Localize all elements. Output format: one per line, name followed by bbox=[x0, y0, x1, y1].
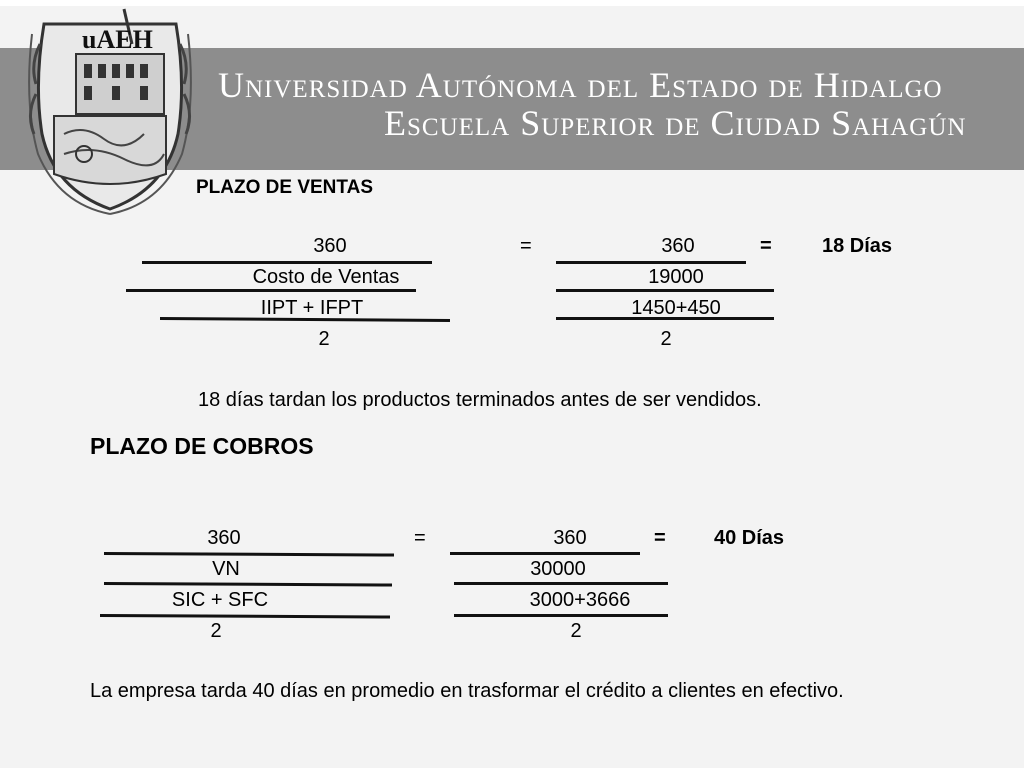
ventas-left-line-4: 2 bbox=[318, 328, 330, 350]
uaeh-logo bbox=[24, 4, 196, 216]
cobros-right-rule-1 bbox=[450, 552, 640, 555]
ventas-result: 18 Días bbox=[822, 235, 893, 257]
cobros-right-rule-3 bbox=[454, 614, 668, 617]
ventas-left-rule-3 bbox=[160, 317, 450, 322]
cobros-conclusion: La empresa tarda 40 días en promedio en trasformar el crédito a clientes en efectivo. bbox=[90, 680, 844, 702]
cobros-equals-2: = bbox=[654, 527, 666, 549]
cobros-left-line-2: VN bbox=[212, 558, 240, 580]
ventas-left-rule-2 bbox=[126, 289, 416, 292]
cobros-equals-1: = bbox=[414, 527, 426, 549]
ventas-left-numerator: 360 bbox=[313, 235, 347, 257]
cobros-heading: PLAZO DE COBROS bbox=[90, 433, 314, 459]
ventas-equals-1: = bbox=[520, 235, 532, 257]
cobros-right-numerator: 360 bbox=[553, 527, 587, 549]
logo-text: uAEH bbox=[82, 25, 153, 54]
ventas-right-numerator: 360 bbox=[661, 235, 695, 257]
ventas-right-rule-1 bbox=[556, 261, 746, 264]
cobros-left-line-3: SIC + SFC bbox=[171, 589, 269, 611]
ventas-heading: PLAZO DE VENTAS bbox=[196, 177, 373, 198]
ventas-left-rule-1 bbox=[142, 261, 432, 264]
school-title: Escuela Superior de Ciudad Sahagún bbox=[384, 103, 967, 143]
ventas-right-line-2: 19000 bbox=[648, 266, 704, 288]
cobros-right-line-3: 3000+3666 bbox=[529, 589, 631, 611]
ventas-left-line-2: Costo de Ventas bbox=[252, 266, 400, 288]
cobros-left-line-4: 2 bbox=[210, 620, 222, 642]
cobros-right-rule-2 bbox=[454, 582, 668, 585]
ventas-conclusion: 18 días tardan los productos terminados antes de ser vendidos. bbox=[198, 389, 762, 411]
cobros-left-numerator: 360 bbox=[207, 527, 241, 549]
cobros-left-rule-1 bbox=[104, 552, 394, 557]
university-title: Universidad Autónoma del Estado de Hidalgo bbox=[218, 65, 943, 105]
ventas-right-rule-3 bbox=[556, 317, 774, 320]
ventas-equals-2: = bbox=[760, 235, 772, 257]
ventas-right-line-4: 2 bbox=[660, 328, 672, 350]
ventas-right-rule-2 bbox=[556, 289, 774, 292]
cobros-left-rule-2 bbox=[104, 582, 392, 587]
ventas-left-line-3: IIPT + IFPT bbox=[260, 297, 364, 319]
cobros-result: 40 Días bbox=[714, 527, 785, 549]
cobros-right-line-2: 30000 bbox=[530, 558, 586, 580]
ventas-right-line-3: 1450+450 bbox=[631, 297, 721, 319]
cobros-right-line-4: 2 bbox=[570, 620, 582, 642]
cobros-left-rule-3 bbox=[100, 614, 390, 619]
